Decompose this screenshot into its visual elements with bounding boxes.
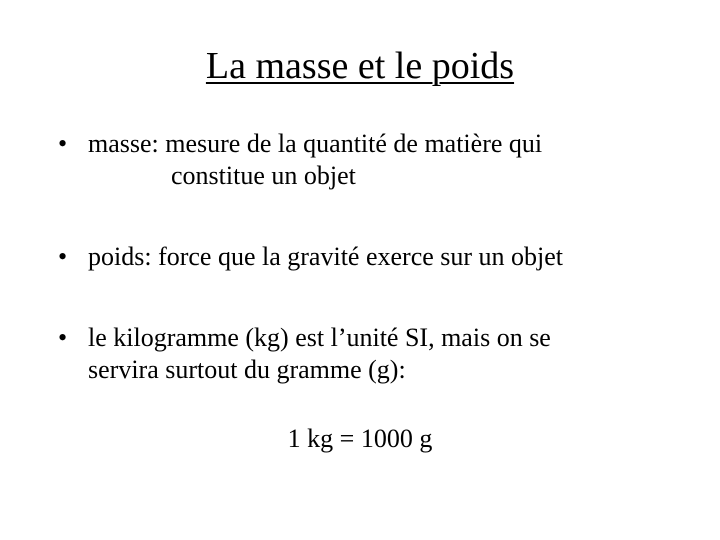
bullet-line: masse: mesure de la quantité de matière qui: [88, 129, 543, 158]
bullet-text: [88, 241, 563, 273]
bullet-text: [88, 322, 551, 386]
conversion-formula: 1 kg = 1000 g: [287, 424, 433, 453]
bullet-marker: •: [58, 129, 68, 158]
slide-title-text: La masse et le poids: [205, 45, 515, 87]
bullet-line: constitue un objet: [171, 161, 356, 190]
bullet-line: le kilogramme (kg) est l’unité SI, mais on se: [88, 323, 551, 352]
bullet-line: servira surtout du gramme (g):: [88, 355, 406, 384]
bullet-line: poids: force que la gravité exerce sur un objet: [88, 242, 564, 271]
bullet-marker: •: [58, 242, 68, 271]
bullet-marker: •: [58, 323, 68, 352]
slide-title: [0, 42, 720, 90]
bullet-text: [88, 128, 542, 192]
